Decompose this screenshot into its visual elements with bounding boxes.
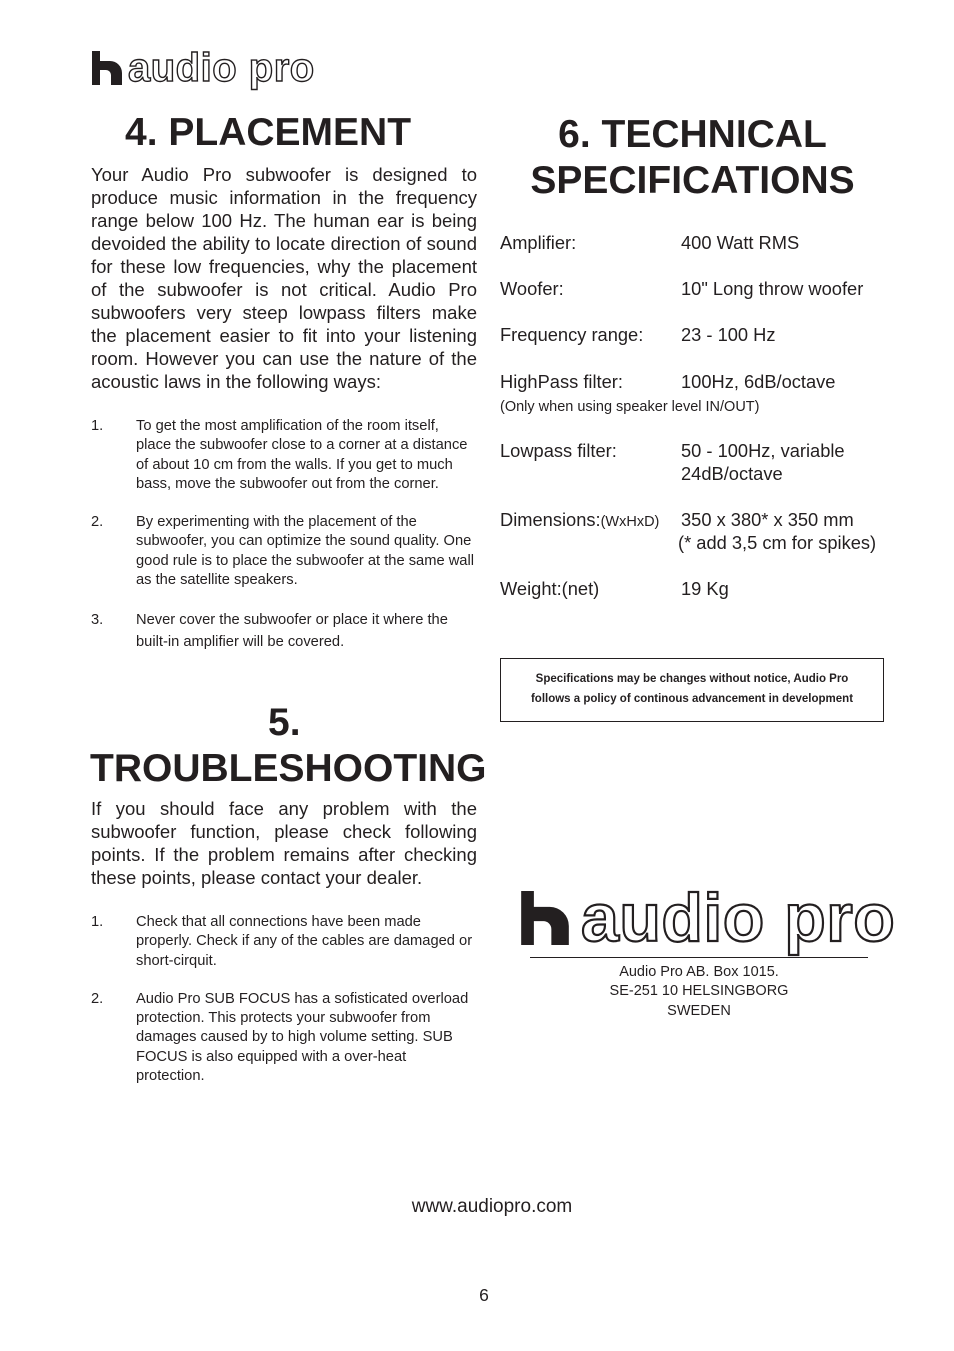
audio-pro-logo-mark-icon — [92, 51, 122, 85]
placement-heading: 4. PLACEMENT — [125, 111, 412, 154]
list-number: 1. — [91, 914, 104, 930]
troubleshooting-list — [91, 913, 476, 1105]
spec-value: 50 - 100Hz, variable — [681, 440, 845, 461]
list-item — [91, 990, 476, 1086]
spec-label-sub: (WxHxD) — [600, 514, 660, 530]
list-item — [91, 913, 476, 971]
placement-intro: Your Audio Pro subwoofer is designed to produce music information in the frequency range below 100 Hz. The human ear is being devoided the ability to locate direction of sound for these low frequencies, why the placement of the subwoofer is not critical. Audio Pro subwoofers very steep lowpass filters make the placement easier to fit into your listening room. However you can use the nature of the acoustic laws in the following ways: — [91, 164, 477, 392]
spec-value: 23 - 100 Hz — [681, 324, 776, 345]
spec-note: (* add 3,5 cm for spikes) — [678, 532, 877, 553]
website-url: www.audiopro.com — [411, 1196, 573, 1217]
footer-logo — [521, 880, 896, 956]
spec-label: Lowpass filter: — [500, 440, 617, 461]
list-item — [91, 417, 476, 494]
audio-pro-logo-mark-icon — [521, 891, 569, 945]
specs-notice-box — [500, 658, 884, 722]
page-number: 6 — [479, 1285, 489, 1305]
spec-label — [500, 508, 659, 534]
spec-note: (Only when using speaker level IN/OUT) — [500, 399, 760, 415]
spec-label: Woofer: — [500, 278, 564, 299]
list-item — [91, 609, 476, 653]
notice-line: Specifications may be changes without notice, Audio Pro — [535, 673, 849, 685]
spec-value: 350 x 380* x 350 mm — [681, 509, 854, 530]
list-number: 3. — [91, 612, 104, 629]
spec-label: Weight:(net) — [500, 578, 600, 599]
list-number: 1. — [91, 418, 104, 434]
list-text: Never cover the subwoofer or place it where the built-in amplifier will be covered. — [136, 612, 448, 651]
notice-line: follows a policy of continous advancement in development — [530, 693, 854, 705]
specs-heading-line1: 6. TECHNICAL — [558, 113, 827, 156]
spec-label: Amplifier: — [500, 232, 577, 253]
spec-value: 10" Long throw woofer — [681, 278, 864, 299]
header-logo — [92, 48, 315, 88]
spec-label: HighPass filter: — [500, 371, 623, 392]
placement-list — [91, 417, 476, 672]
spec-value-continued: 24dB/octave — [681, 463, 783, 484]
address-line: Audio Pro AB. Box 1015. — [619, 964, 779, 980]
logo-wordmark: audio pro — [128, 46, 315, 90]
list-text: To get the most amplification of the room itself, place the subwoofer close to a corner at a distance of about 10 cm from the walls. If you get to much bass, move the subwoofer out from the corner. — [136, 418, 468, 492]
list-text: Check that all connections have been made properly. Check if any of the cables are damaged or short-cirquit. — [136, 914, 473, 969]
spec-value: 19 Kg — [681, 578, 729, 599]
troubleshooting-heading-number: 5. — [268, 701, 301, 744]
spec-value: 100Hz, 6dB/octave — [681, 371, 836, 392]
list-text: Audio Pro SUB FOCUS has a sofisticated overload protection. This protects your subwoofer from damages caused by to high volume setting. SUB FOCUS is also equipped with a over-heat protection. — [136, 990, 469, 1085]
spec-label-text: Dimensions: — [500, 509, 601, 530]
list-text: By experimenting with the placement of the subwoofer, you can optimize the sound quality. One good rule is to place the subwoofer at the same wall as the satellite speakers. — [136, 514, 475, 589]
company-address — [530, 957, 868, 1021]
troubleshooting-heading: TROUBLESHOOTING — [90, 747, 487, 790]
spec-label: Frequency range: — [500, 324, 644, 345]
list-number: 2. — [91, 514, 104, 531]
list-number: 2. — [91, 990, 104, 1007]
specs-heading-line2: SPECIFICATIONS — [530, 159, 855, 202]
spec-value: 400 Watt RMS — [681, 232, 800, 253]
address-line: SE-251 10 HELSINGBORG — [609, 983, 789, 1000]
troubleshooting-intro: If you should face any problem with the subwoofer function, please check following points. If the problem remains after checking these points, please contact your dealer. — [91, 798, 477, 888]
address-line: SWEDEN — [667, 1002, 731, 1019]
list-item — [91, 513, 476, 590]
logo-wordmark: audio pro — [581, 880, 896, 956]
